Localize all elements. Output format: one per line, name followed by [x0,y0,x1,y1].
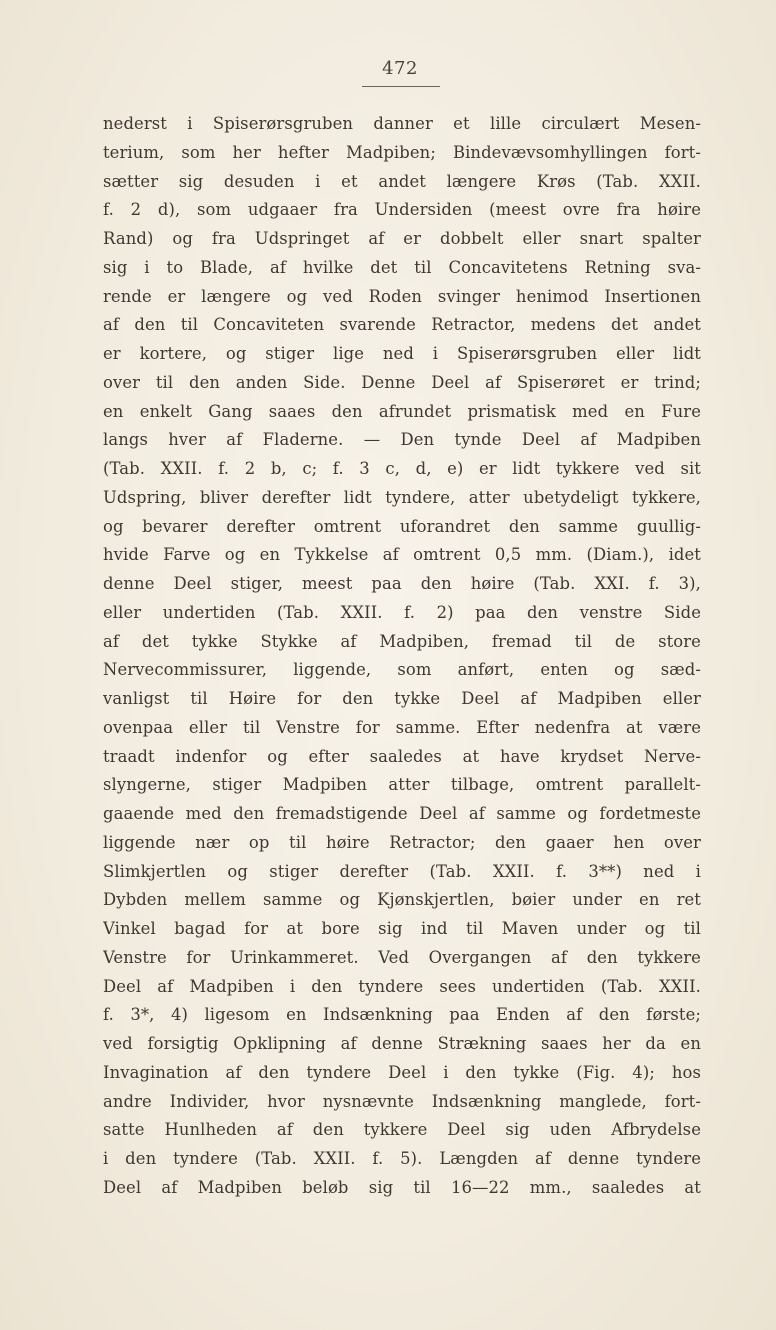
text-line: Nervecommissurer, liggende, som anført, enten og sæd- [103,660,701,680]
text-line: ved forsigtig Opklipning af denne Strækning saaes her da en [103,1034,701,1053]
text-line: eller undertiden (Tab. XXII. f. 2) paa den venstre Side [103,602,701,622]
text-line: af den til Concaviteten svarende Retractor, medens det andet [103,315,701,335]
text-line: Venstre for Urinkammeret. Ved Overgangen af den tykkere [103,947,701,967]
text-line: denne Deel stiger, meest paa den høire (Tab. XXI. f. 3), [103,574,701,593]
text-line: andre Individer, hvor nysnævnte Indsænkning manglede, fort- [103,1091,701,1111]
text-line: i den tyndere (Tab. XXII. f. 5). Længden af denne tyndere [103,1149,701,1168]
text-line: Slimkjertlen og stiger derefter (Tab. XXII. f. 3**) ned i [103,861,701,881]
text-line: vanligst til Høire for den tykke Deel af Madpiben eller [103,689,701,708]
text-line: og bevarer derefter omtrent uforandret den samme guullig- [103,516,701,536]
text-line: slyngerne, stiger Madpiben atter tilbage, omtrent parallelt- [103,775,701,795]
text-line: over til den anden Side. Denne Deel af Spiserøret er trind; [103,372,701,392]
text-line: (Tab. XXII. f. 2 b, c; f. 3 c, d, e) er lidt tykkere ved sit [103,459,701,478]
text-line: sig i to Blade, af hvilke det til Concavitetens Retning sva- [103,257,701,277]
page-number-rule [362,86,440,87]
text-line: sætter sig desuden i et andet længere Krøs (Tab. XXII. [103,171,701,191]
text-line: nederst i Spiserørsgruben danner et lille circulært Mesen- [103,114,701,133]
page-number: 472 [382,58,418,79]
text-line: rende er længere og ved Roden svinger henimod Insertionen [103,286,701,306]
text-line: Rand) og fra Udspringet af er dobbelt eller snart spalter [103,229,701,248]
text-line: f. 2 d), som udgaaer fra Undersiden (meest ovre fra høire [103,200,701,220]
text-line: f. 3*, 4) ligesom en Indsænkning paa Enden af den første; [103,1005,701,1025]
text-line: Dybden mellem samme og Kjønskjertlen, bøier under en ret [103,890,701,910]
text-line: hvide Farve og en Tykkelse af omtrent 0,5 mm. (Diam.), idet [103,545,701,565]
text-line: Udspring, bliver derefter lidt tyndere, atter ubetydeligt tykkere, [103,487,701,507]
text-line: gaaende med den fremadstigende Deel af samme og fordetmeste [103,804,701,823]
text-line: en enkelt Gang saaes den afrundet prismatisk med en Fure [103,401,701,421]
text-line: ovenpaa eller til Venstre for samme. Efter nedenfra at være [103,717,701,737]
text-line: liggende nær op til høire Retractor; den gaaer hen over [103,832,701,852]
text-line: Deel af Madpiben i den tyndere sees undertiden (Tab. XXII. [103,976,701,996]
text-line: terium, som her hefter Madpiben; Bindevævsomhyllingen fort- [103,142,701,162]
text-line: er kortere, og stiger lige ned i Spiserørsgruben eller lidt [103,344,701,363]
text-line: Invagination af den tyndere Deel i den tykke (Fig. 4); hos [103,1062,701,1082]
text-line: langs hver af Fladerne. — Den tynde Deel af Madpiben [103,430,701,450]
text-line: traadt indenfor og efter saaledes at have krydset Nerve- [103,746,701,766]
text-line: Deel af Madpiben beløb sig til 16—22 mm., saaledes at [103,1177,701,1197]
text-line: satte Hunlheden af den tykkere Deel sig uden Afbrydelse [103,1120,701,1140]
text-line: Vinkel bagad for at bore sig ind til Maven under og til [103,919,701,938]
text-line: af det tykke Stykke af Madpiben, fremad til de store [103,631,701,651]
body-text [103,110,701,1203]
